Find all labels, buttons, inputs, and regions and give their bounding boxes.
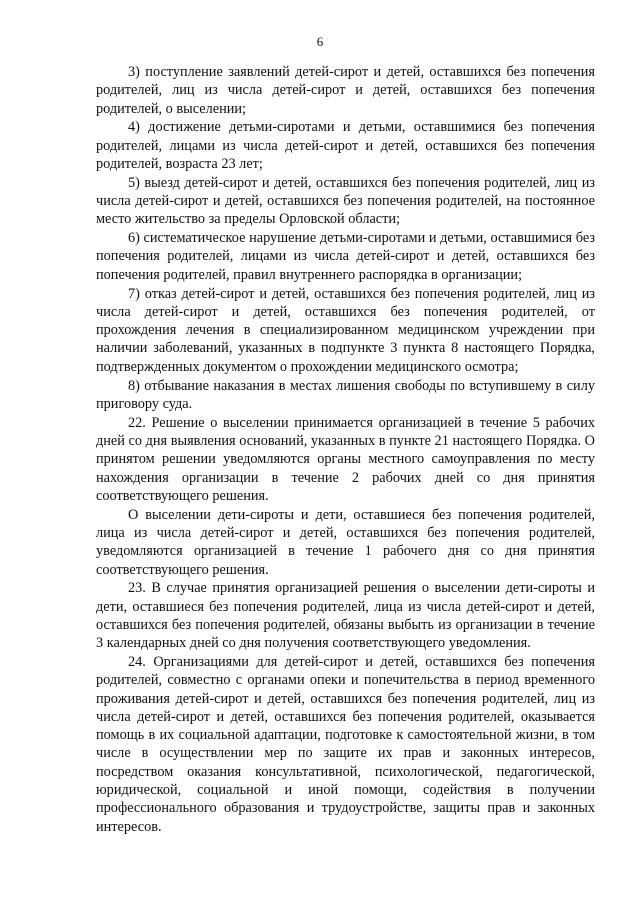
document-body — [96, 63, 595, 836]
page-number: 6 — [316, 34, 324, 49]
paragraph-item-4: 4) достижение детьми-сиротами и детьми, оставшимися без попечения родителей, лицами из числа детей-сирот и детей, оставшихся без попечения родителей, возраста 23 лет; — [96, 119, 595, 172]
paragraph-item-7: 7) отказ детей-сирот и детей, оставшихся без попечения родителей, лиц из числа детей-сирот и детей, оставшихся без попечения родителей, от прохождения лечения в специализированном медицинском учреждении при наличии заболеваний, указанных в подпункте 3 пункта 8 настоящего Порядка, подтвержденных документом о прохождении медицинского осмотра; — [96, 285, 595, 375]
paragraph-item-3: 3) поступление заявлений детей-сирот и детей, оставшихся без попечения родителей, лиц из числа детей-сирот и детей, оставшихся без попечения родителей, о выселении; — [96, 64, 595, 117]
paragraph-clause-23: 23. В случае принятия организацией решения о выселении дети-сироты и дети, оставшиеся без попечения родителей, лица из числа детей-сирот и детей, оставшихся без попечения родителей, обязаны выбыть из организации в течение 3 календарных дней со дня получения соответствующего уведомления. — [96, 580, 595, 652]
paragraph-item-8: 8) отбывание наказания в местах лишения свободы по вступившему в силу приговору суда. — [96, 377, 595, 412]
paragraph-clause-22: 22. Решение о выселении принимается организацией в течение 5 рабочих дней со дня выявления оснований, указанных в пункте 21 настоящего Порядка. О принятом решении уведомляются органы местного самоуправления по месту нахождения организации в течение 2 рабочих дней со дня принятия соответствующего решения. — [96, 414, 595, 504]
paragraph-clause-22-notice: О выселении дети-сироты и дети, оставшиеся без попечения родителей, лица из числа детей-сирот и детей, оставшихся без попечения родителей, уведомляются организацией в течение 1 рабочего дня со дня принятия соответствующего решения. — [96, 506, 595, 578]
paragraph-item-5: 5) выезд детей-сирот и детей, оставшихся без попечения родителей, лиц из числа детей-сирот и детей, оставшихся без попечения родителей, на постоянное место жительство за пределы Орловской области; — [96, 174, 595, 228]
paragraph-clause-24: 24. Организациями для детей-сирот и детей, оставшихся без попечения родителей, совместно с органами опеки и попечительства в период временного проживания детей-сирот и детей, оставшихся без попечения родителей, лиц из числа детей-сирот и детей, оставшихся без попечения родителей, оказывается помощь в их социальной адаптации, подготовке к самостоятельной жизни, в том числе в осуществлении мер по защите их прав и законных интересов, посредством оказания консультативной, психологической, педагогической, юридической, социальной и иной помощи, содействия в получении профессионального образования и трудоустройстве, защиты прав и законных интересов. — [96, 654, 595, 835]
paragraph-item-6: 6) систематическое нарушение детьми-сиротами и детьми, оставшимися без попечения родителей, лицами из числа детей-сирот и детей, оставшихся без попечения родителей, правил внутреннего распорядка в организации; — [96, 230, 595, 283]
